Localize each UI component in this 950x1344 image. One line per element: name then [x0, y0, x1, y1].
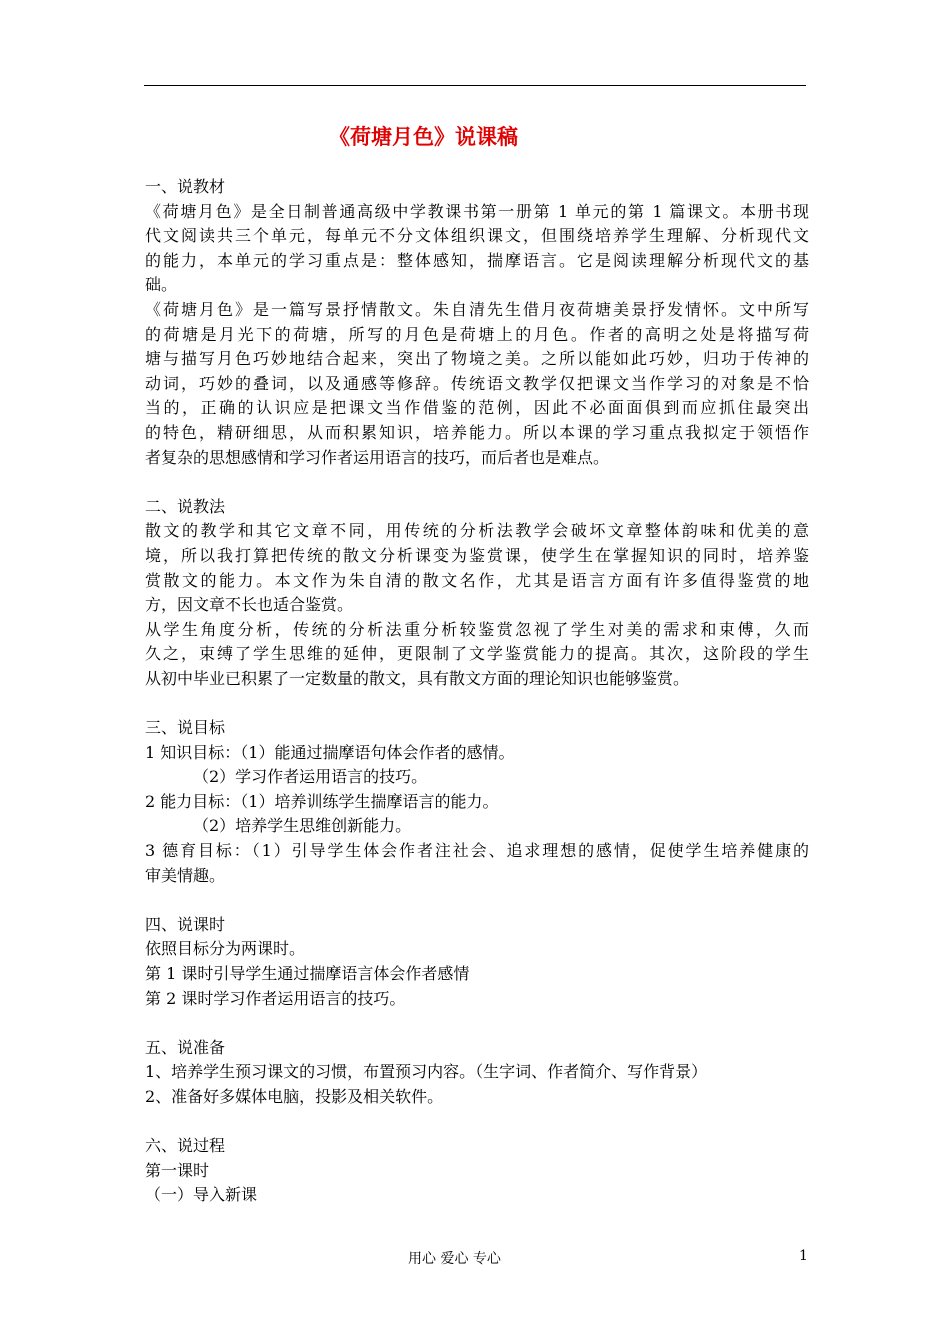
- document-title: 《荷塘月色》说课稿: [329, 124, 518, 149]
- paragraph-line: 的荷塘是月光下的荷塘，所写的月色是荷塘上的月色。作者的高明之处是将描写荷: [145, 324, 809, 344]
- section-heading: 六、说过程: [145, 1136, 226, 1156]
- paragraph-line: 代文阅读共三个单元，每单元不分文体组织课文，但围绕培养学生理解、分析现代文: [145, 226, 809, 246]
- section-heading: 五、说准备: [145, 1037, 226, 1057]
- paragraph-line: 境，所以我打算把传统的散文分析课变为鉴赏课，使学生在掌握知识的同时，培养鉴: [145, 545, 809, 565]
- blank-line: [145, 470, 809, 495]
- objective-line: 2 能力目标：（1）培养训练学生揣摩语言的能力。: [145, 791, 499, 811]
- footer-motto: 用心 爱心 专心: [408, 1251, 501, 1267]
- header-rule: [144, 85, 806, 86]
- paragraph-line: （一）导入新课: [145, 1185, 258, 1205]
- paragraph-line: 当的，正确的认识应是把课文当作借鉴的范例，因此不必面面俱到而应抓住最突出: [145, 398, 809, 418]
- document-body: [145, 175, 809, 1208]
- paragraph-line: 从学生角度分析，传统的分析法重分析较鉴赏忽视了学生对美的需求和束傅，久而: [145, 619, 809, 639]
- page-number: 1: [799, 1248, 808, 1264]
- objective-subline: （2）培养学生思维创新能力。: [193, 816, 412, 836]
- paragraph-line: 第 1 课时引导学生通过揣摩语言体会作者感情: [145, 964, 470, 983]
- section-heading: 四、说课时: [145, 914, 226, 934]
- blank-line: [145, 888, 809, 913]
- paragraph-line: 久之，束缚了学生思维的延伸，更限制了文学鉴赏能力的提高。其次，这阶段的学生: [145, 644, 809, 664]
- blank-line: [145, 691, 809, 716]
- section-heading: 二、说教法: [145, 496, 226, 516]
- paragraph-line: 《荷塘月色》是全日制普通高级中学教课书第一册第 1 单元的第 1 篇课文。本册书现: [145, 201, 809, 221]
- paragraph-line: 赏散文的能力。本文作为朱自清的散文名作，尤其是语言方面有许多值得鉴赏的地: [145, 570, 809, 590]
- paragraph-line: 第一课时: [145, 1160, 210, 1180]
- paragraph-line: 础。: [145, 275, 178, 295]
- paragraph-line: 的特色，精研细思，从而积累知识，培养能力。所以本课的学习重点我拟定于领悟作: [145, 422, 809, 442]
- section-heading: 一、说教材: [145, 177, 226, 196]
- paragraph-line: 2、准备好多媒体电脑，投影及相关软件。: [145, 1086, 444, 1106]
- objective-line: 1 知识目标：（1）能通过揣摩语句体会作者的感情。: [145, 742, 515, 762]
- paragraph-line: 散文的教学和其它文章不同，用传统的分析法教学会破坏文章整体韵味和优美的意: [145, 521, 809, 541]
- paragraph-line: 第 2 课时学习作者运用语言的技巧。: [145, 988, 406, 1008]
- blank-line: [145, 1110, 809, 1135]
- paragraph-line: 的能力，本单元的学习重点是：整体感知，揣摩语言。它是阅读理解分析现代文的基: [145, 250, 809, 270]
- objective-line: 审美情趣。: [145, 865, 226, 885]
- paragraph-line: 《荷塘月色》是一篇写景抒情散文。朱自清先生借月夜荷塘美景抒发情怀。文中所写: [145, 299, 809, 319]
- paragraph-line: 从初中毕业已积累了一定数量的散文，具有散文方面的理论知识也能够鉴赏。: [145, 668, 690, 688]
- paragraph-line: 者复杂的思想感情和学习作者运用语言的技巧，而后者也是难点。: [145, 447, 610, 467]
- objective-line: 3 德育目标：（1）引导学生体会作者注社会、追求理想的感情，促使学生培养健康的: [145, 841, 809, 861]
- paragraph-line: 1、培养学生预习课文的习惯，布置预习内容。（生字词、作者简介、写作背景）: [145, 1062, 708, 1082]
- paragraph-line: 依照目标分为两课时。: [145, 939, 306, 959]
- objective-subline: （2）学习作者运用语言的技巧。: [193, 767, 428, 787]
- paragraph-line: 方，因文章不长也适合鉴赏。: [145, 595, 354, 615]
- blank-line: [145, 1011, 809, 1036]
- paragraph-line: 塘与描写月色巧妙地结合起来，突出了物境之美。之所以能如此巧妙，归功于传神的: [145, 349, 809, 369]
- section-heading: 三、说目标: [145, 718, 226, 738]
- paragraph-line: 动词，巧妙的叠词，以及通感等修辞。传统语文教学仅把课文当作学习的对象是不恰: [145, 373, 809, 393]
